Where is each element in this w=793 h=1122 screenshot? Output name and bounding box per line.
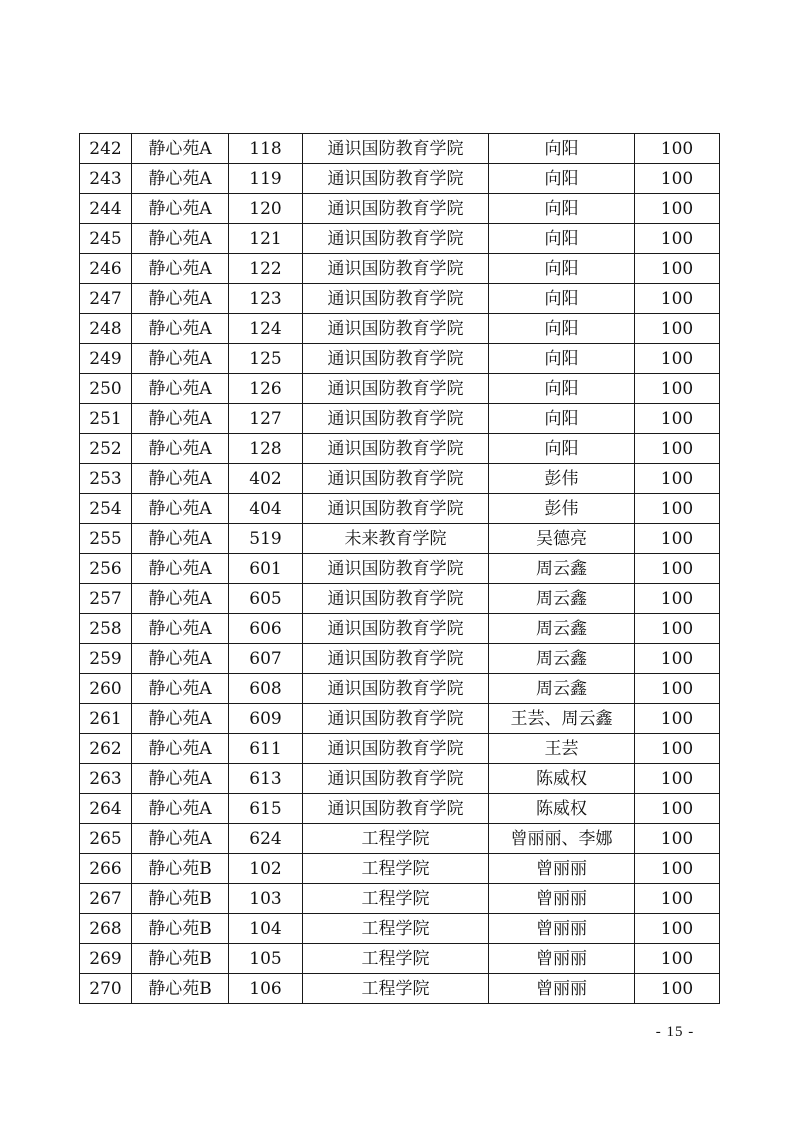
table-row: [80, 494, 720, 524]
table-row: [80, 764, 720, 794]
manager-cell: 周云鑫: [489, 644, 635, 674]
score-cell: 100: [635, 734, 720, 764]
score-cell: 100: [635, 524, 720, 554]
score-cell: 100: [635, 194, 720, 224]
building-cell: 静心苑A: [132, 764, 229, 794]
score-cell: 100: [635, 464, 720, 494]
table-row: [80, 914, 720, 944]
table-row: [80, 374, 720, 404]
college-cell: 通识国防教育学院: [303, 224, 489, 254]
score-cell: 100: [635, 314, 720, 344]
building-cell: 静心苑A: [132, 164, 229, 194]
manager-cell: 向阳: [489, 374, 635, 404]
score-cell: 100: [635, 554, 720, 584]
manager-cell: 曾丽丽: [489, 974, 635, 1004]
score-cell: 100: [635, 974, 720, 1004]
row-number-cell: 245: [80, 224, 132, 254]
table-row: [80, 524, 720, 554]
table-row: [80, 734, 720, 764]
dormitory-table-container: [79, 133, 719, 1004]
manager-cell: 陈威权: [489, 794, 635, 824]
row-number-cell: 269: [80, 944, 132, 974]
room-cell: 103: [229, 884, 303, 914]
college-cell: 通识国防教育学院: [303, 254, 489, 284]
score-cell: 100: [635, 344, 720, 374]
row-number-cell: 261: [80, 704, 132, 734]
row-number-cell: 266: [80, 854, 132, 884]
college-cell: 未来教育学院: [303, 524, 489, 554]
college-cell: 通识国防教育学院: [303, 764, 489, 794]
table-row: [80, 944, 720, 974]
room-cell: 609: [229, 704, 303, 734]
college-cell: 通识国防教育学院: [303, 614, 489, 644]
college-cell: 通识国防教育学院: [303, 134, 489, 164]
building-cell: 静心苑A: [132, 554, 229, 584]
college-cell: 通识国防教育学院: [303, 374, 489, 404]
table-row: [80, 974, 720, 1004]
row-number-cell: 243: [80, 164, 132, 194]
building-cell: 静心苑A: [132, 644, 229, 674]
row-number-cell: 255: [80, 524, 132, 554]
room-cell: 125: [229, 344, 303, 374]
manager-cell: 曾丽丽: [489, 854, 635, 884]
table-row: [80, 794, 720, 824]
college-cell: 通识国防教育学院: [303, 404, 489, 434]
score-cell: 100: [635, 824, 720, 854]
score-cell: 100: [635, 494, 720, 524]
page-number: - 15 -: [655, 1024, 695, 1040]
room-cell: 104: [229, 914, 303, 944]
manager-cell: 彭伟: [489, 494, 635, 524]
building-cell: 静心苑A: [132, 404, 229, 434]
building-cell: 静心苑B: [132, 884, 229, 914]
college-cell: 工程学院: [303, 854, 489, 884]
table-row: [80, 404, 720, 434]
row-number-cell: 262: [80, 734, 132, 764]
building-cell: 静心苑A: [132, 374, 229, 404]
room-cell: 128: [229, 434, 303, 464]
table-row: [80, 224, 720, 254]
room-cell: 601: [229, 554, 303, 584]
table-row: [80, 314, 720, 344]
manager-cell: 陈威权: [489, 764, 635, 794]
building-cell: 静心苑A: [132, 674, 229, 704]
building-cell: 静心苑A: [132, 134, 229, 164]
table-row: [80, 824, 720, 854]
table-row: [80, 554, 720, 584]
college-cell: 工程学院: [303, 974, 489, 1004]
college-cell: 工程学院: [303, 884, 489, 914]
table-row: [80, 284, 720, 314]
table-row: [80, 674, 720, 704]
row-number-cell: 252: [80, 434, 132, 464]
manager-cell: 王芸: [489, 734, 635, 764]
college-cell: 工程学院: [303, 824, 489, 854]
building-cell: 静心苑A: [132, 704, 229, 734]
room-cell: 519: [229, 524, 303, 554]
manager-cell: 周云鑫: [489, 584, 635, 614]
college-cell: 通识国防教育学院: [303, 554, 489, 584]
building-cell: 静心苑B: [132, 944, 229, 974]
manager-cell: 周云鑫: [489, 554, 635, 584]
row-number-cell: 251: [80, 404, 132, 434]
room-cell: 122: [229, 254, 303, 284]
manager-cell: 彭伟: [489, 464, 635, 494]
manager-cell: 向阳: [489, 284, 635, 314]
manager-cell: 周云鑫: [489, 614, 635, 644]
room-cell: 615: [229, 794, 303, 824]
building-cell: 静心苑B: [132, 914, 229, 944]
score-cell: 100: [635, 164, 720, 194]
manager-cell: 向阳: [489, 224, 635, 254]
manager-cell: 向阳: [489, 344, 635, 374]
room-cell: 402: [229, 464, 303, 494]
score-cell: 100: [635, 914, 720, 944]
room-cell: 613: [229, 764, 303, 794]
room-cell: 127: [229, 404, 303, 434]
table-row: [80, 194, 720, 224]
row-number-cell: 253: [80, 464, 132, 494]
building-cell: 静心苑A: [132, 194, 229, 224]
row-number-cell: 270: [80, 974, 132, 1004]
college-cell: 通识国防教育学院: [303, 194, 489, 224]
manager-cell: 向阳: [489, 314, 635, 344]
manager-cell: 周云鑫: [489, 674, 635, 704]
college-cell: 通识国防教育学院: [303, 734, 489, 764]
room-cell: 608: [229, 674, 303, 704]
building-cell: 静心苑A: [132, 614, 229, 644]
building-cell: 静心苑A: [132, 494, 229, 524]
row-number-cell: 263: [80, 764, 132, 794]
score-cell: 100: [635, 134, 720, 164]
college-cell: 工程学院: [303, 914, 489, 944]
row-number-cell: 250: [80, 374, 132, 404]
row-number-cell: 244: [80, 194, 132, 224]
college-cell: 通识国防教育学院: [303, 314, 489, 344]
score-cell: 100: [635, 374, 720, 404]
manager-cell: 向阳: [489, 134, 635, 164]
score-cell: 100: [635, 764, 720, 794]
score-cell: 100: [635, 614, 720, 644]
college-cell: 工程学院: [303, 944, 489, 974]
table-row: [80, 254, 720, 284]
room-cell: 120: [229, 194, 303, 224]
table-row: [80, 434, 720, 464]
row-number-cell: 260: [80, 674, 132, 704]
table-row: [80, 884, 720, 914]
table-row: [80, 854, 720, 884]
manager-cell: 向阳: [489, 164, 635, 194]
room-cell: 624: [229, 824, 303, 854]
manager-cell: 曾丽丽: [489, 884, 635, 914]
room-cell: 611: [229, 734, 303, 764]
college-cell: 通识国防教育学院: [303, 284, 489, 314]
row-number-cell: 258: [80, 614, 132, 644]
row-number-cell: 267: [80, 884, 132, 914]
building-cell: 静心苑A: [132, 584, 229, 614]
score-cell: 100: [635, 404, 720, 434]
college-cell: 通识国防教育学院: [303, 794, 489, 824]
table-row: [80, 464, 720, 494]
score-cell: 100: [635, 884, 720, 914]
room-cell: 121: [229, 224, 303, 254]
college-cell: 通识国防教育学院: [303, 494, 489, 524]
college-cell: 通识国防教育学院: [303, 344, 489, 374]
building-cell: 静心苑B: [132, 974, 229, 1004]
college-cell: 通识国防教育学院: [303, 584, 489, 614]
room-cell: 102: [229, 854, 303, 884]
manager-cell: 向阳: [489, 404, 635, 434]
college-cell: 通识国防教育学院: [303, 164, 489, 194]
table-row: [80, 704, 720, 734]
room-cell: 119: [229, 164, 303, 194]
college-cell: 通识国防教育学院: [303, 704, 489, 734]
score-cell: 100: [635, 704, 720, 734]
building-cell: 静心苑A: [132, 344, 229, 374]
row-number-cell: 242: [80, 134, 132, 164]
room-cell: 606: [229, 614, 303, 644]
score-cell: 100: [635, 854, 720, 884]
row-number-cell: 264: [80, 794, 132, 824]
score-cell: 100: [635, 794, 720, 824]
table-body: [80, 134, 720, 1004]
score-cell: 100: [635, 644, 720, 674]
building-cell: 静心苑A: [132, 254, 229, 284]
manager-cell: 曾丽丽: [489, 944, 635, 974]
room-cell: 605: [229, 584, 303, 614]
row-number-cell: 257: [80, 584, 132, 614]
row-number-cell: 268: [80, 914, 132, 944]
row-number-cell: 249: [80, 344, 132, 374]
building-cell: 静心苑A: [132, 434, 229, 464]
table-row: [80, 614, 720, 644]
room-cell: 105: [229, 944, 303, 974]
manager-cell: 王芸、周云鑫: [489, 704, 635, 734]
room-cell: 106: [229, 974, 303, 1004]
row-number-cell: 265: [80, 824, 132, 854]
building-cell: 静心苑A: [132, 284, 229, 314]
room-cell: 607: [229, 644, 303, 674]
score-cell: 100: [635, 434, 720, 464]
manager-cell: 曾丽丽: [489, 914, 635, 944]
room-cell: 118: [229, 134, 303, 164]
manager-cell: 向阳: [489, 194, 635, 224]
college-cell: 通识国防教育学院: [303, 434, 489, 464]
row-number-cell: 246: [80, 254, 132, 284]
room-cell: 126: [229, 374, 303, 404]
score-cell: 100: [635, 584, 720, 614]
manager-cell: 向阳: [489, 254, 635, 284]
score-cell: 100: [635, 284, 720, 314]
building-cell: 静心苑A: [132, 734, 229, 764]
building-cell: 静心苑A: [132, 824, 229, 854]
building-cell: 静心苑A: [132, 464, 229, 494]
score-cell: 100: [635, 944, 720, 974]
score-cell: 100: [635, 254, 720, 284]
college-cell: 通识国防教育学院: [303, 644, 489, 674]
manager-cell: 曾丽丽、李娜: [489, 824, 635, 854]
building-cell: 静心苑A: [132, 224, 229, 254]
row-number-cell: 256: [80, 554, 132, 584]
table-row: [80, 164, 720, 194]
table-row: [80, 584, 720, 614]
row-number-cell: 259: [80, 644, 132, 674]
manager-cell: 吴德亮: [489, 524, 635, 554]
table-row: [80, 134, 720, 164]
score-cell: 100: [635, 224, 720, 254]
college-cell: 通识国防教育学院: [303, 674, 489, 704]
table-row: [80, 344, 720, 374]
building-cell: 静心苑A: [132, 524, 229, 554]
room-cell: 123: [229, 284, 303, 314]
row-number-cell: 247: [80, 284, 132, 314]
row-number-cell: 248: [80, 314, 132, 344]
room-cell: 124: [229, 314, 303, 344]
building-cell: 静心苑B: [132, 854, 229, 884]
dormitory-table: [79, 133, 720, 1004]
table-row: [80, 644, 720, 674]
manager-cell: 向阳: [489, 434, 635, 464]
college-cell: 通识国防教育学院: [303, 464, 489, 494]
row-number-cell: 254: [80, 494, 132, 524]
room-cell: 404: [229, 494, 303, 524]
building-cell: 静心苑A: [132, 794, 229, 824]
score-cell: 100: [635, 674, 720, 704]
building-cell: 静心苑A: [132, 314, 229, 344]
